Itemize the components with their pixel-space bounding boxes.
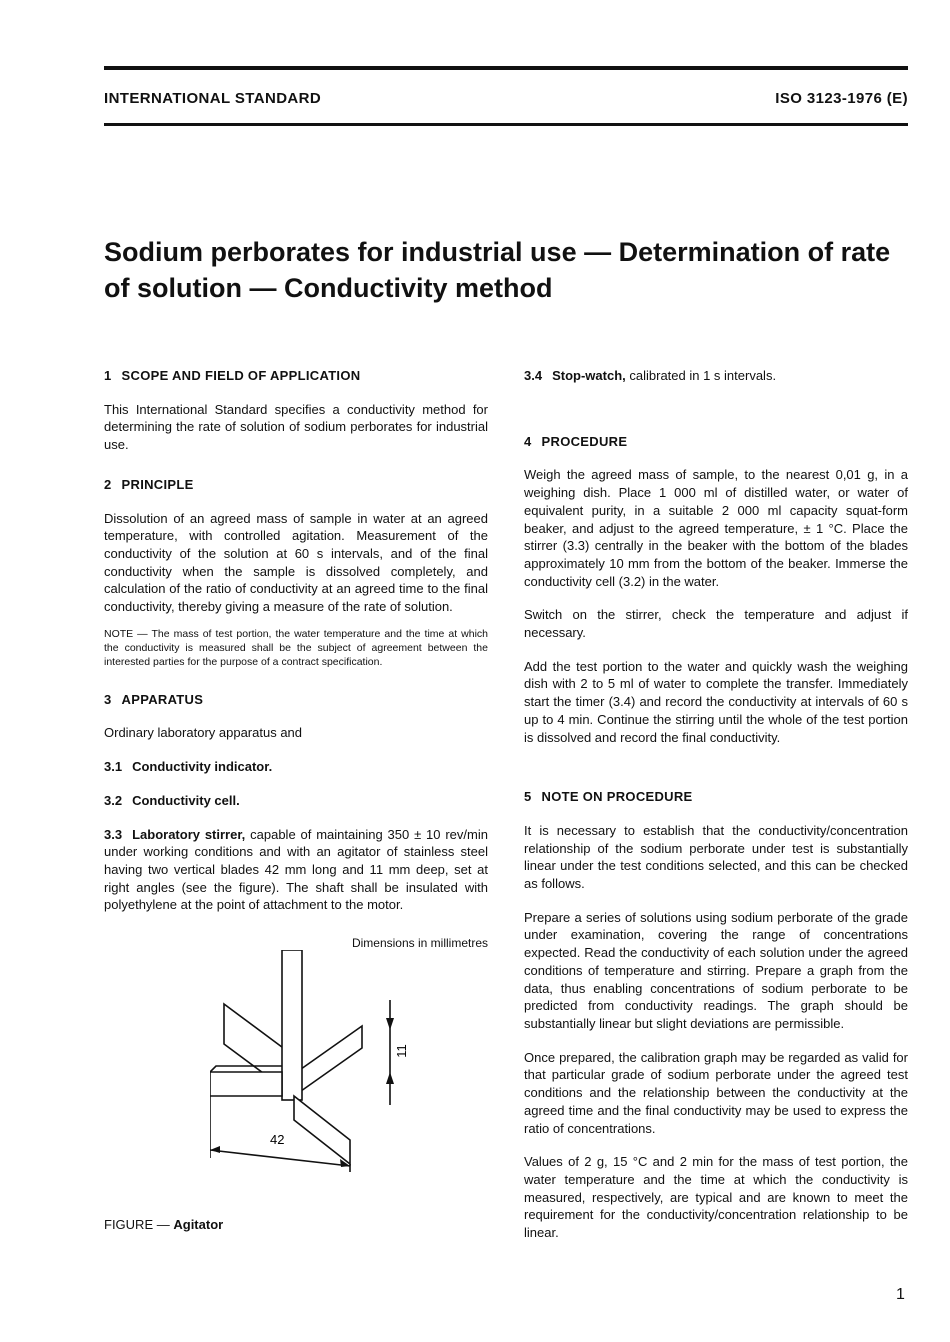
principle-text: Dissolution of an agreed mass of sample in water at an agreed temperature, with controlled agitation. Measurement of the conductivity of the solution at 60 s intervals, and of the final conductivity when the sample is dissolved completely, and calculation of the ratio of conductivity at an agreed time to the final conductivity, thereby giving a measure of the rate of solution. [104,510,488,615]
clause-3-1: 3.1 Conductivity indicator. [104,759,273,775]
page-number: 1 [896,1286,905,1303]
section-heading: 5 NOTE ON PROCEDURE [524,789,693,805]
clause-3-2: 3.2 Conductivity cell. [104,792,240,808]
dimension-height: 11 [394,1044,409,1058]
left-column [104,367,488,1234]
standard-number: ISO 3123-1976 (E) [775,90,908,107]
note-para-1: It is necessary to establish that the conductivity/concentration relationship of the sodium perborate under test is substantially linear under the test conditions selected, and this can be checked as follows. [524,822,908,892]
right-column [524,367,908,1242]
section-heading: 4 PROCEDURE [524,433,628,449]
section-heading: 2 PRINCIPLE [104,476,194,492]
section-heading: 3 APPARATUS [104,691,204,707]
note-para-2: Prepare a series of solutions using sodium perborate of the grade under examination, covering the range of concentrations expected. Read the conductivity of each solution under the agreed conditions of temperature and stirring. Prepare a graph from the data, thus enabling concentrations of sodium perborate to be predicted from conductivity readings. The graph should be substantially linear but slight deviations are permissible. [524,909,908,1031]
apparatus-text: Ordinary laboratory apparatus and [104,725,303,741]
agitator-figure [104,936,488,1216]
clause-3-3: 3.3 Laboratory stirrer, capable of maintaining 350 ± 10 rev/min under working conditions and with an agitator of stainless steel having two vertical blades 42 mm long and 11 mm deep, set at right angles (see the figure). The shaft shall be insulated with polyethylene at the point of attachment to the motor. [104,826,488,913]
procedure-para-3: Add the test portion to the water and quickly wash the weighing dish with 2 to 5 ml of water to complete the transfer. Immediately start the timer (3.4) and record the conductivity at intervals of 60 s up to 4 min. Continue the stirring until the whole of the test portion is dissolved and record the final conductivity. [524,658,908,745]
figure-caption: FIGURE — Agitator [104,1217,224,1233]
procedure-para-1: Weigh the agreed mass of sample, to the nearest 0,01 g, in a weighing dish. Place 1 000 ml of distilled water, or water of equivalent purity, in a suitable 2 000 ml capacity squat-form beaker, and adjust to the agreed temperature, ± 1 °C. Place the stirrer (3.3) centrally in the beaker with the bottom of the blades approximately 10 mm from the bottom of the beaker. Immerse the conductivity cell (3.2) in the water. [524,467,908,589]
dimensions-note: Dimensions in millimetres [351,936,488,951]
header-top-rule [104,66,908,70]
section-heading: 1 SCOPE AND FIELD OF APPLICATION [104,368,361,383]
clause-3-4: 3.4 Stop-watch, calibrated in 1 s intervals. [524,368,777,383]
header-bottom-rule [104,123,908,126]
document-type: INTERNATIONAL STANDARD [104,90,322,107]
procedure-para-2: Switch on the stirrer, check the temperature and adjust if necessary. [524,607,908,641]
note-para-3: Once prepared, the calibration graph may be regarded as valid for that particular grade of sodium perborate under the agreed test conditions and the relationship between the conductivity at the agreed time and the final conductivity may be used to express the ratio of concentrations. [524,1049,908,1136]
principle-note: NOTE — The mass of test portion, the water temperature and the time at which the conductivity is measured shall be the subject of agreement between the interested parties for the purpose of a contract specification. [104,627,488,668]
dimension-width: 42 [270,1132,285,1148]
page-title: Sodium perborates for industrial use — Determination of rate of solution — Conductivity method [104,237,891,303]
note-para-4: Values of 2 g, 15 °C and 2 min for the mass of test portion, the water temperature and the time at which the conductivity is measured, respectively, are typical and are known to meet the requirement for the conductivity/concentration relationship to be linear. [524,1154,908,1241]
scope-text: This International Standard specifies a conductivity method for determining the rate of solution of sodium perborates for industrial use. [104,401,488,453]
agitator-drawing [210,950,430,1195]
